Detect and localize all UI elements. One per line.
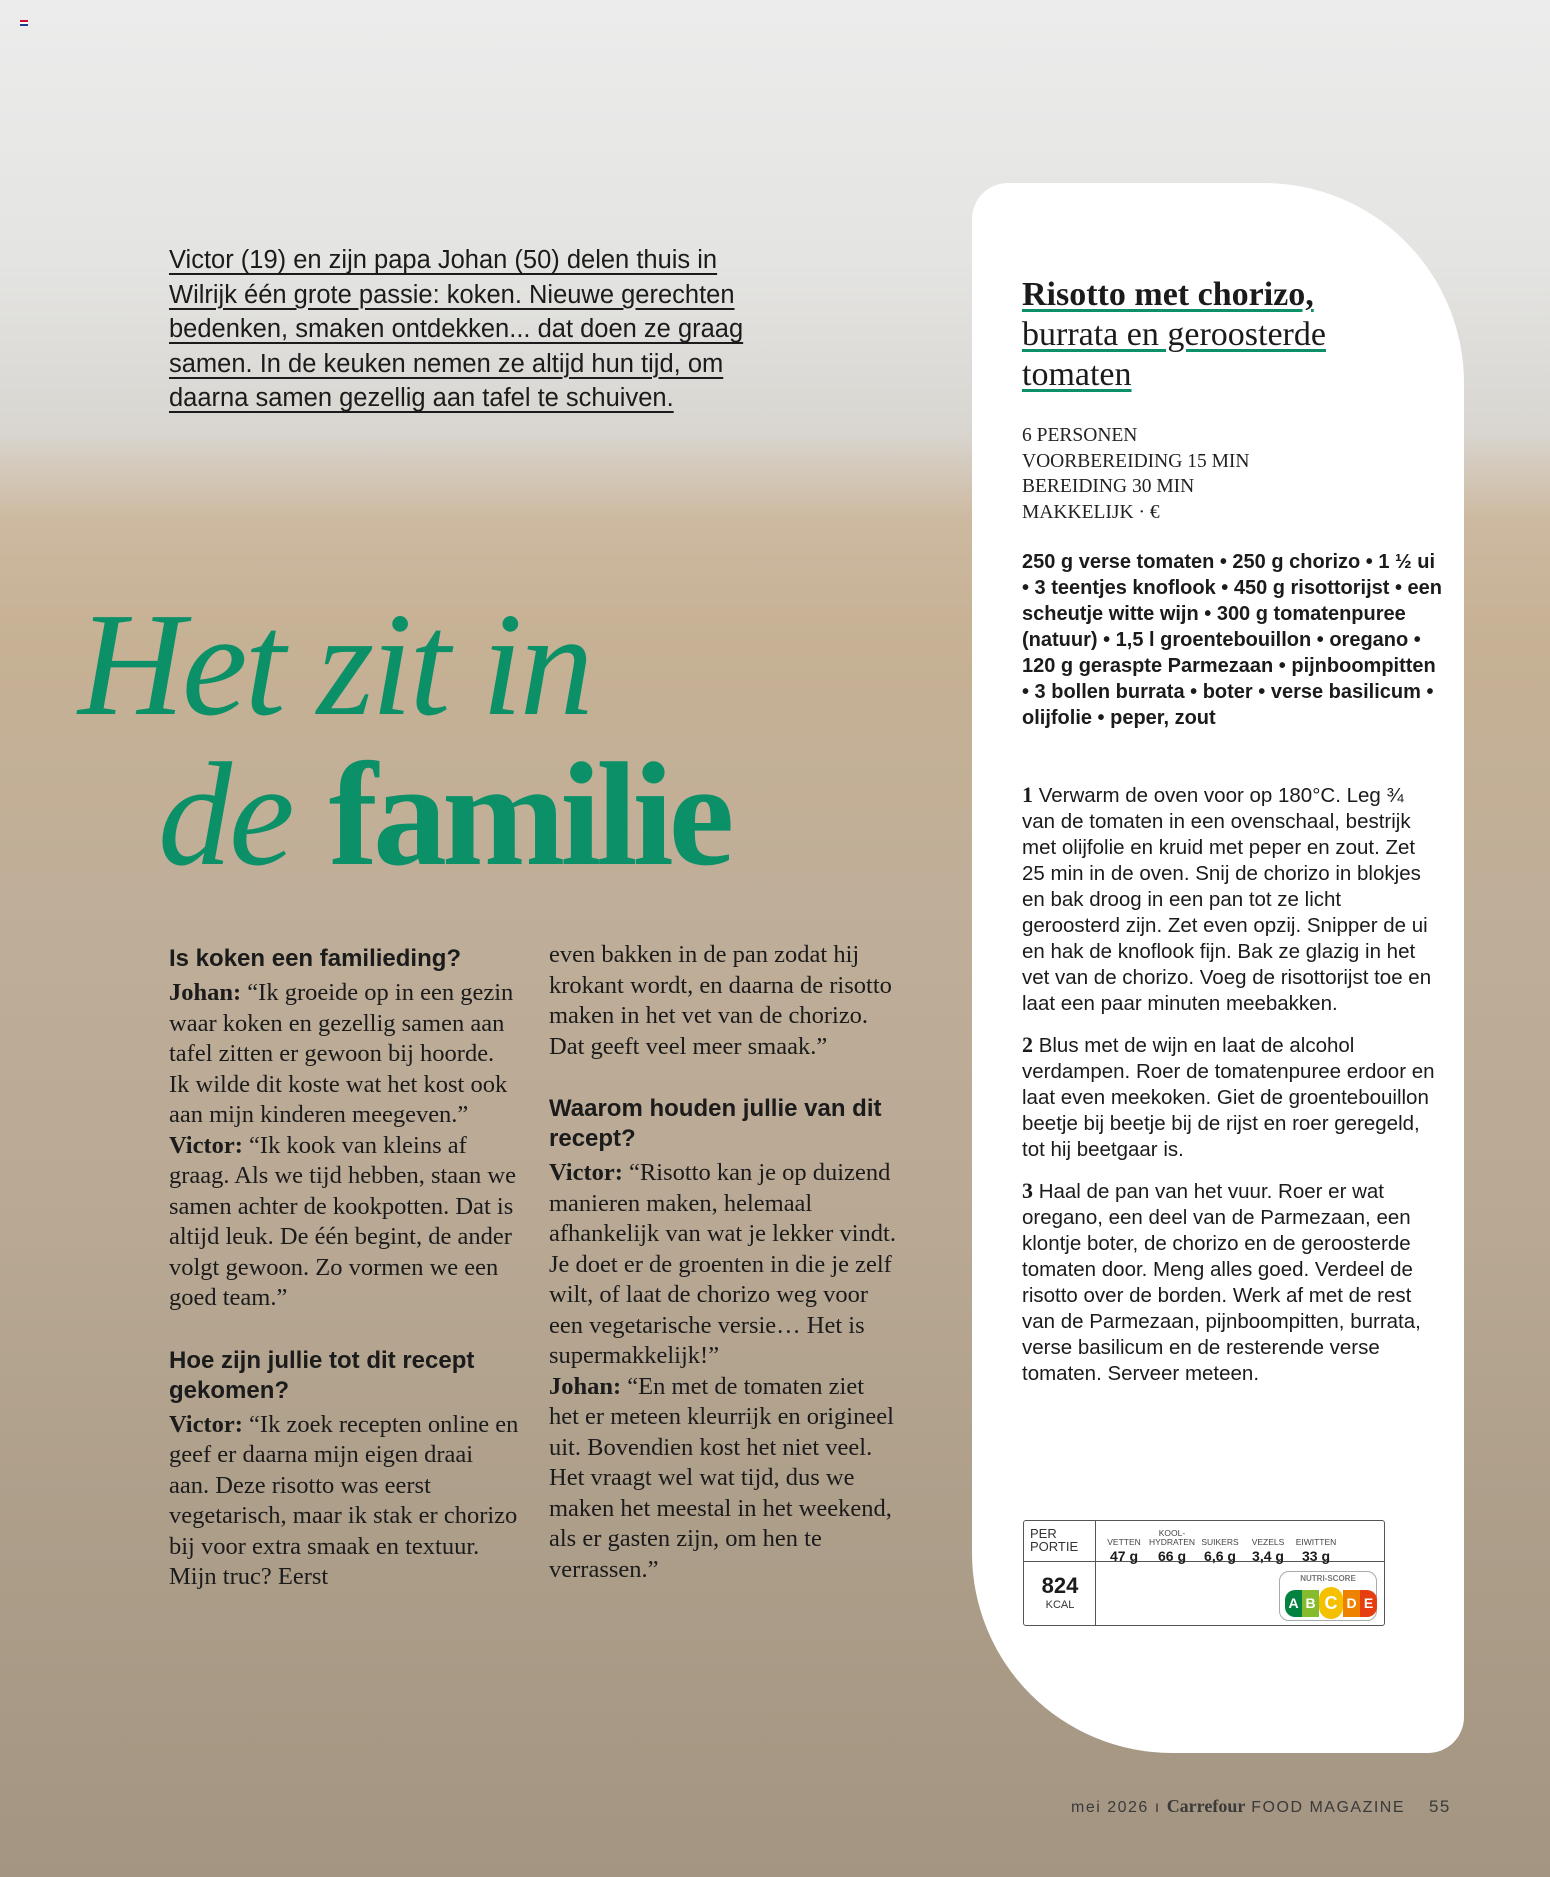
footer-separator: ı xyxy=(1154,1799,1161,1816)
answer-text: “Ik zoek recepten online en geef er daarna mijn eigen draai aan. Deze risotto was eerst vegetarisch, maar ik stak er chorizo bij voor extra smaak en textuur. Mijn truc? Eerst xyxy=(169,1410,519,1590)
intro-line: daarna samen gezellig aan tafel te schuiven. xyxy=(169,384,674,413)
headline xyxy=(78,583,730,897)
recipe-ingredients: 250 g verse tomaten • 250 g chorizo • 1 ½ ui • 3 teentjes knoflook • 450 g risottorijst • een scheutje witte wijn • 300 g tomatenpuree (natuur) • 1,5 l groentebouillon • oregano • 120 g geraspte Parmezaan • pijnboompitten • 3 bollen burrata • boter • verse basilicum • olijfolie • peper, zout xyxy=(1022,551,1442,729)
nutrient-cells xyxy=(1100,1529,1340,1565)
nutrition-table xyxy=(1023,1520,1385,1626)
nutrient-fibre: VEZELS 3,4 g xyxy=(1251,1537,1285,1564)
question-heading: Waarom houden jullie van dit recept? xyxy=(549,1095,882,1152)
intro-text xyxy=(169,243,829,416)
answer-text: “En met de tomaten ziet het er meteen kleurrijk en origineel uit. Bovendien kost het niet veel. Het vraagt wel wat tijd, dus we maken het meestal in het weekend, als er gasten zijn, om hen te verrassen.” xyxy=(549,1372,894,1583)
recipe-title xyxy=(1022,275,1422,395)
answer-text: “Risotto kan je op duizend manieren maken, helemaal afhankelijk van wat je lekker vindt. Je doet er de groenten in die je zelf wilt, of laat de chorizo weg voor een vegetarische versie… Het is supermakkelijk!” xyxy=(549,1159,896,1369)
interview-column-1 xyxy=(169,944,519,1593)
step-text: Haal de pan van het vuur. Roer er wat oregano, een deel van de Parmezaan, een klontje boter, de chorizo en de geroosterde tomaten door. Meng alles goed. Verdeel de risotto over de borden. Werk af met de rest van de Parmezaan, pijnboompitten, burrata, verse basilicum en de resterende verse tomaten. Serveer meteen. xyxy=(1022,1180,1421,1385)
step-text: Blus met de wijn en laat de alcohol verdampen. Roer de tomatenpuree erdoor en laat even meekoken. Giet de groentebouillon beetje bij beetje bij de rijst en roer geregeld, tot hij beetgaar is. xyxy=(1022,1034,1435,1161)
kcal-value: 824 xyxy=(1041,1573,1079,1598)
nutriscore-title: NUTRI-SCORE xyxy=(1300,1574,1356,1583)
answer-text: “Ik kook van kleins af graag. Als we tijd hebben, staan we samen achter de kookpotten. Dat is altijd leuk. De één begint, de ander volgt gewoon. Zo vormen we een goed team.” xyxy=(169,1131,516,1311)
speaker-name: Johan: xyxy=(169,979,242,1006)
answer-paragraph xyxy=(169,978,519,1314)
intro-line: bedenken, smaken ontdekken... dat doen ze graag xyxy=(169,315,744,344)
nutriscore-grade: D xyxy=(1343,1590,1360,1617)
nutriscore-scale xyxy=(1285,1587,1377,1619)
recipe-title-line: burrata en geroosterde xyxy=(1022,316,1326,353)
recipe-prep-time: VOORBEREIDING 15 MIN xyxy=(1022,450,1250,472)
per-portion-label: PER PORTIE xyxy=(1030,1526,1079,1554)
intro-line: Wilrijk één grote passie: koken. Nieuwe gerechten xyxy=(169,280,735,309)
recipe-meta xyxy=(1022,423,1250,525)
step-text: Verwarm de oven voor op 180°C. Leg ¾ van de tomaten in een ovenschaal, bestrijk met olijfolie en kruid met peper en zout. Zet 25 min in de oven. Snij de chorizo in blokjes en bak droog in een pan tot ze licht geroosterd zijn. Zet even opzij. Snipper de ui en hak de knoflook fijn. Bak ze glazig in het vet van de chorizo. Voeg de risottorijst toe en laat een paar minuten meebakken. xyxy=(1022,784,1432,1015)
answer-paragraph xyxy=(549,1158,899,1585)
recipe-persons: 6 PERSONEN xyxy=(1022,425,1138,446)
page-footer xyxy=(1071,1796,1451,1817)
recipe-cook-time: BEREIDING 30 MIN xyxy=(1022,476,1195,497)
page-number: 55 xyxy=(1428,1797,1451,1816)
nutrient-sugars: SUIKERS 6,6 g xyxy=(1201,1537,1239,1564)
headline-line-1: Het zit in xyxy=(78,583,591,747)
speaker-name: Johan: xyxy=(549,1372,622,1400)
headline-de: de xyxy=(158,733,292,897)
recipe-step xyxy=(1022,1178,1442,1387)
answer-paragraph: even bakken in de pan zodat hij krokant wordt, en daarna de risotto maken in het vet van de chorizo. Dat geeft veel meer smaak.” xyxy=(549,941,892,1060)
intro-line: samen. In de keuken nemen ze altijd hun tijd, om xyxy=(169,349,724,378)
speaker-name: Victor: xyxy=(169,1131,243,1159)
magazine-name: FOOD MAGAZINE xyxy=(1251,1799,1406,1816)
answer-paragraph xyxy=(169,1410,519,1593)
answer-text: “Ik groeide op in een gezin waar koken en gezellig samen aan tafel zitten er gewoon bij hoorde. Ik wilde dit koste wat het kost ook aan mijn kinderen meegeven.” xyxy=(169,979,514,1128)
nutriscore-grade-selected: C xyxy=(1319,1587,1343,1619)
nutriscore-grade: E xyxy=(1360,1590,1377,1617)
speaker-name: Victor: xyxy=(169,1410,243,1438)
nutrient-fat: VETTEN 47 g xyxy=(1107,1537,1141,1564)
recipe-step xyxy=(1022,1032,1442,1163)
recipe-steps xyxy=(1022,782,1442,1402)
recipe-title-line: tomaten xyxy=(1022,356,1132,393)
nutrient-protein: EIWITTEN 33 g xyxy=(1295,1537,1337,1564)
step-number: 1 xyxy=(1022,782,1033,807)
intro-line: Victor (19) en zijn papa Johan (50) delen thuis in xyxy=(169,246,718,274)
recipe-card xyxy=(972,183,1464,1753)
question-heading: Hoe zijn jullie tot dit recept gekomen? xyxy=(169,1346,475,1404)
interview-column-2 xyxy=(549,940,899,1585)
brand-name: Carrefour xyxy=(1166,1796,1246,1816)
recipe-difficulty: MAKKELIJK · € xyxy=(1022,501,1160,523)
headline-familie: familie xyxy=(328,733,730,897)
kcal-label: KCAL xyxy=(1045,1599,1075,1611)
nutriscore-badge xyxy=(1279,1571,1377,1621)
recipe-step xyxy=(1022,782,1442,1017)
flag-icon xyxy=(20,20,28,26)
nutriscore-grade: B xyxy=(1302,1590,1319,1617)
nutrient-carbs: KOOL-HYDRATEN 66 g xyxy=(1148,1528,1196,1564)
question-heading: Is koken een familieding? xyxy=(169,945,462,972)
recipe-title-bold: Risotto met chorizo, xyxy=(1022,276,1314,313)
speaker-name: Victor: xyxy=(549,1159,623,1186)
nutriscore-grade: A xyxy=(1285,1590,1302,1617)
step-number: 2 xyxy=(1022,1032,1033,1057)
issue-date: mei 2026 xyxy=(1071,1799,1149,1816)
headline-line-2 xyxy=(78,733,730,897)
step-number: 3 xyxy=(1022,1178,1033,1203)
